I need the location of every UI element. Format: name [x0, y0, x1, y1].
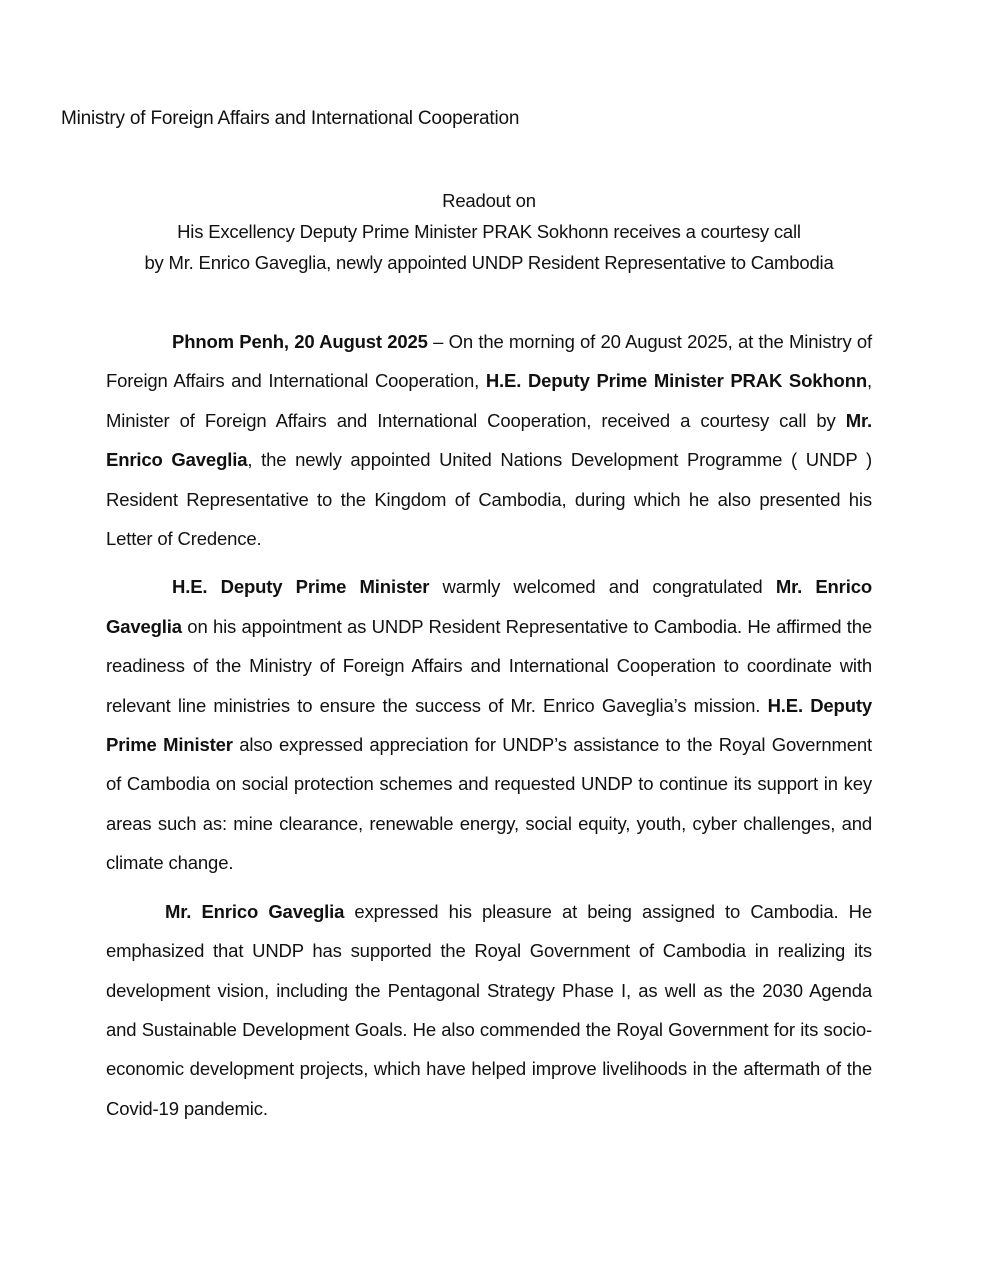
- undp-representative-name: Mr. Enrico Gaveglia: [106, 409, 872, 471]
- readout-title: [60, 185, 918, 278]
- paragraph-2-text-1: warmly welcomed and congratulated: [429, 576, 776, 598]
- deputy-prime-minister-title: H.E. Deputy Prime Minister: [172, 576, 430, 598]
- paragraph-3-text-1: expressed his pleasure at being assigned to Cambodia. He emphasized that UNDP has supported the Royal Government of Cambodia in realizing its development vision, including the Pentagonal Strategy Phase I, as well as the 2030 Agenda and Sustainable Development Goals. He also commended the Royal Government for its socio-economic development projects, which have helped improve livelihoods in the aftermath of the Covid-19 pandemic.: [106, 900, 872, 1119]
- title-line-2: His Excellency Deputy Prime Minister PRAK Sokhonn receives a courtesy call: [177, 221, 801, 242]
- paragraph-1-text-2: , Minister of Foreign Affairs and International Cooperation, received a courtesy call by: [106, 370, 872, 431]
- undp-representative-name: Mr. Enrico Gaveglia: [165, 900, 345, 922]
- title-line-1: Readout on: [442, 190, 536, 211]
- paragraph-2-text-3: also expressed appreciation for UNDP’s assistance to the Royal Government of Cambodia on social protection schemes and requested UNDP to continue its support in key areas such as: mine clearance, renewable energy, social equity, youth, cyber challenges, and climate change.: [106, 734, 872, 874]
- paragraph-1: [106, 322, 872, 558]
- ministry-header: Ministry of Foreign Affairs and International Cooperation: [61, 108, 520, 129]
- deputy-prime-minister-name: H.E. Deputy Prime Minister PRAK Sokhonn: [485, 370, 867, 392]
- title-line-3: by Mr. Enrico Gaveglia, newly appointed UNDP Resident Representative to Cambodia: [144, 252, 834, 273]
- paragraph-2: [106, 567, 872, 882]
- deputy-prime-minister-title: H.E. Deputy Prime Minister: [106, 694, 873, 756]
- undp-representative-name: Mr. Enrico Gaveglia: [106, 576, 872, 637]
- paragraph-1-text-1: – On the morning of 20 August 2025, at the Ministry of Foreign Affairs and International Cooperation,: [106, 331, 872, 392]
- readout-body: [106, 322, 872, 1137]
- paragraph-2-text-2: on his appointment as UNDP Resident Representative to Cambodia. He affirmed the readiness of the Ministry of Foreign Affairs and International Cooperation to coordinate with relevant line ministries to ensure the success of Mr. Enrico Gaveglia’s mission.: [106, 615, 872, 716]
- paragraph-1-text-3: , the newly appointed United Nations Development Programme ( UNDP ) Resident Representative to the Kingdom of Cambodia, during which he also presented his Letter of Credence.: [106, 449, 873, 550]
- dateline: Phnom Penh, 20 August 2025: [172, 331, 428, 352]
- paragraph-3: [106, 892, 872, 1128]
